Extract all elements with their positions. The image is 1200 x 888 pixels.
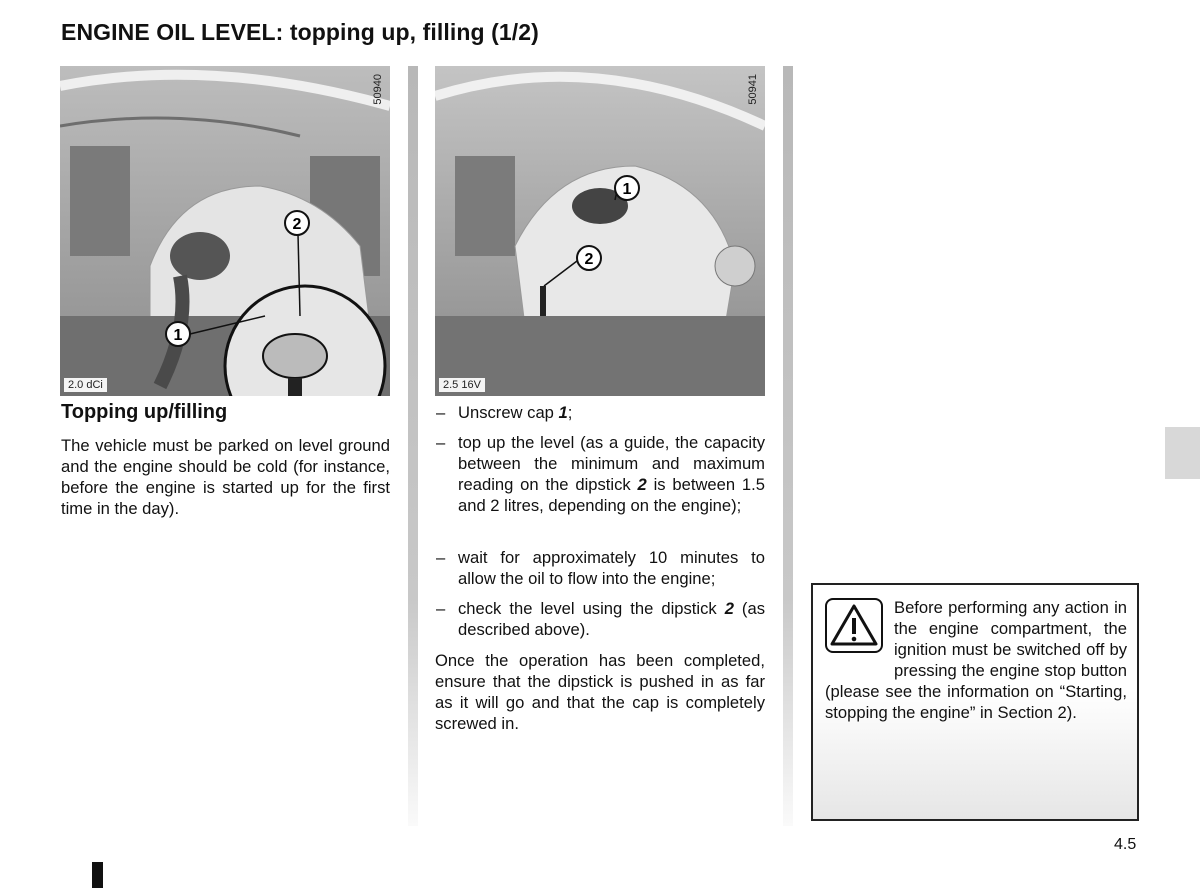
callout-1: 1 [173,327,183,344]
step-text: (as described above). [458,599,765,639]
chapter-tab [1165,427,1200,479]
list-bullet: – [436,599,446,618]
step-text: is between 1.5 and 2 litres, depending on the engine); [458,475,766,515]
step-text: check the level using the dipstick [458,599,725,618]
warning-text: Before performing any action in the engine compartment, the ignition must be switched off by pressing the engine stop button (please see the information on “Starting, stopping the engine” in Section 2). [825,598,1127,722]
list-item [458,547,765,589]
list-bullet: – [436,548,446,567]
photo-code: 50941 [747,74,759,105]
step-text: Unscrew cap [458,403,559,422]
callout-2: 2 [584,251,594,268]
page-title: ENGINE OIL LEVEL: topping up, filling (1/2) [61,19,539,45]
engine-photo-2-5-16v [435,66,765,396]
callout-1: 1 [622,181,632,198]
callout-2: 2 [292,216,302,233]
engine-photo-2-0-dci [60,66,390,396]
photo-code: 50940 [372,74,384,105]
section-heading: Topping up/filling [61,401,228,423]
column-divider [783,66,793,826]
step-text: top up the level (as a guide, the capacity between the minimum and maximum reading on the dipstick [458,433,765,494]
list-bullet: – [436,403,446,422]
engine-label: 2.0 dCi [64,378,107,392]
step-text: wait for approximately 10 minutes to allow the oil to flow into the engine; [458,548,765,588]
engine-label: 2.5 16V [439,378,485,392]
step-ref: 2 [724,599,734,618]
corner-mark [92,862,103,888]
warning-box [811,583,1139,821]
list-item [458,432,765,516]
step-ref: 2 [637,475,647,494]
page-number: 4.5 [1114,836,1137,853]
list-item [458,598,765,640]
intro-paragraph: The vehicle must be parked on level ground and the engine should be cold (for instance, before the engine is started up for the first time in the day). [61,436,390,518]
list-item [458,402,765,423]
step-text: ; [567,403,573,422]
column-divider [408,66,418,826]
closing-paragraph: Once the operation has been completed, ensure that the dipstick is pushed in as far as it will go and that the cap is completely screwed in. [435,651,765,733]
list-bullet: – [436,433,446,452]
step-ref: 1 [558,403,568,422]
